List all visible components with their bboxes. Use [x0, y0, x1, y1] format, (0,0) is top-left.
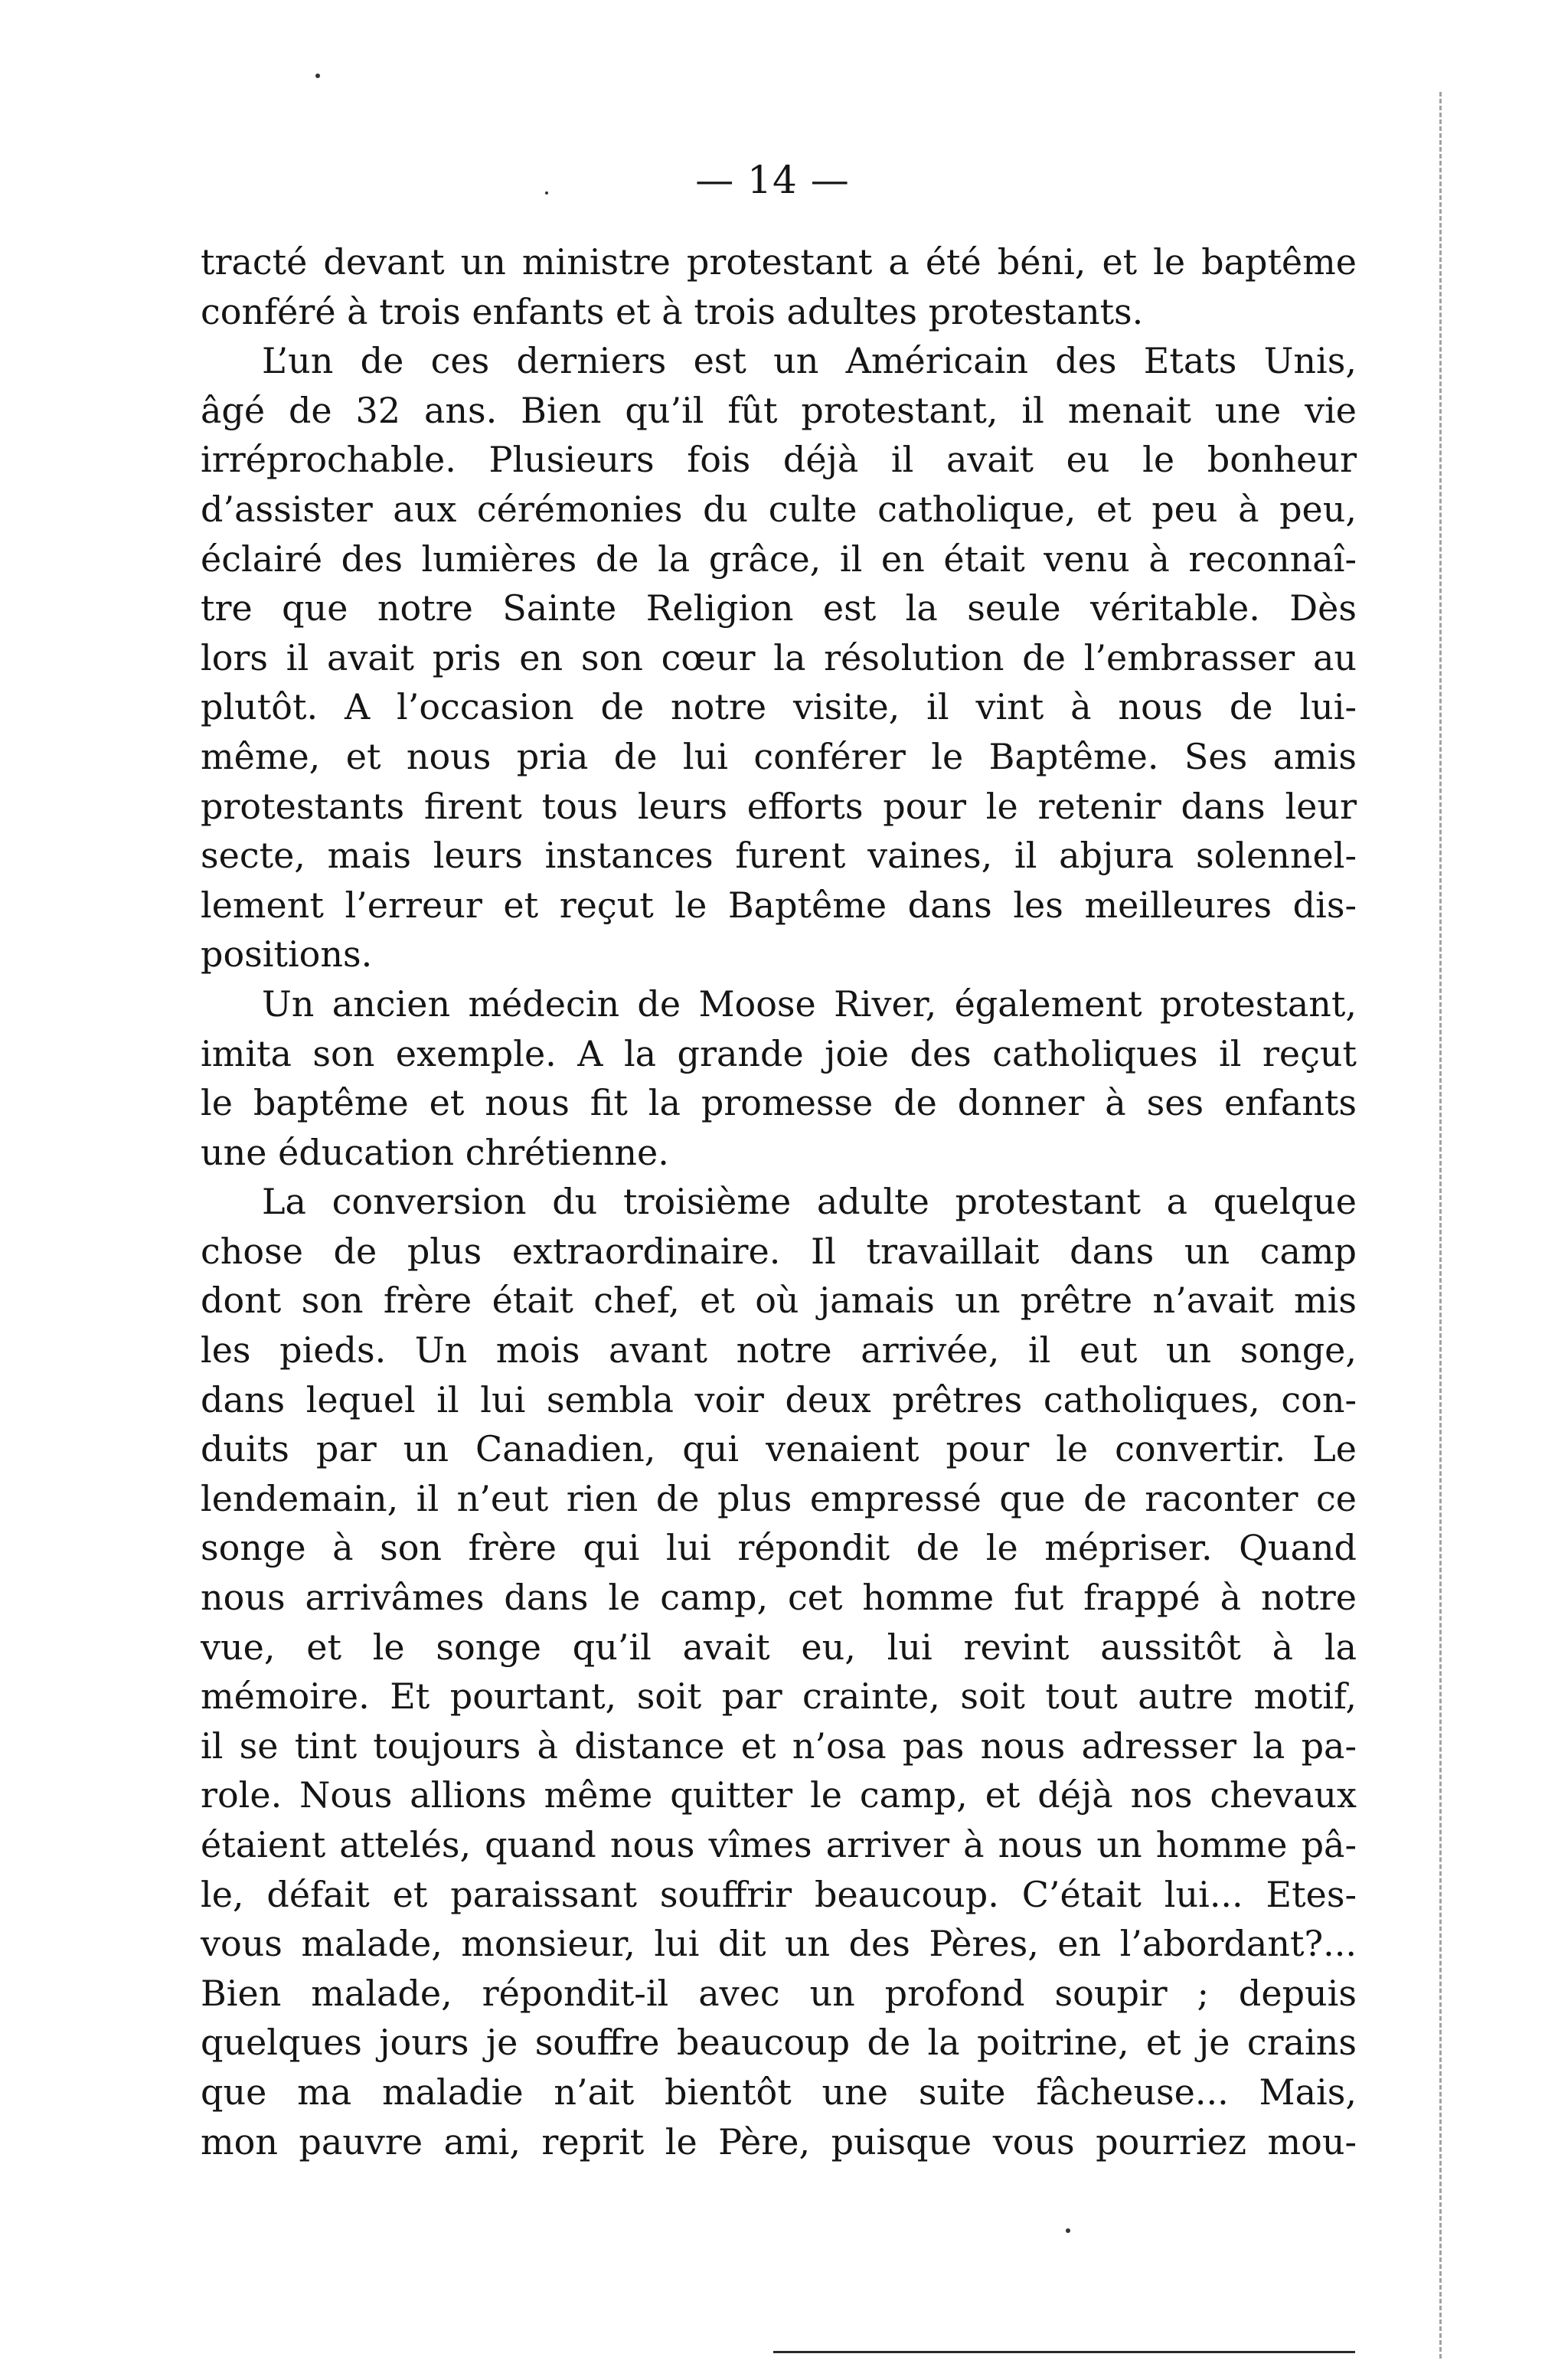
scan-speck — [315, 74, 320, 78]
text-line: chose de plus extraordinaire. Il travaillait dans un camp — [201, 1230, 1357, 1272]
text-line: tre que notre Sainte Religion est la seule véritable. Dès — [201, 587, 1357, 629]
text-line: d’assister aux cérémonies du culte catholique, et peu à peu, — [201, 488, 1357, 530]
text-line: protestants firent tous leurs efforts pour le retenir dans leur — [201, 785, 1357, 827]
text-line: irréprochable. Plusieurs fois déjà il avait eu le bonheur — [201, 439, 1357, 481]
text-line: secte, mais leurs instances furent vaines, il abjura solennel- — [201, 835, 1357, 877]
text-line: role. Nous allions même quitter le camp, et déjà nos chevaux — [201, 1774, 1357, 1816]
text-line: plutôt. A l’occasion de notre visite, il vint à nous de lui- — [201, 686, 1357, 728]
bottom-rule — [773, 2351, 1355, 2353]
text-line: conféré à trois enfants et à trois adultes protestants. — [201, 290, 1144, 332]
page-number: — 14 — — [695, 158, 850, 202]
text-line: La conversion du troisième adulte protestant a quelque — [262, 1181, 1357, 1223]
text-line: duits par un Canadien, qui venaient pour le convertir. Le — [201, 1428, 1357, 1470]
text-line: quelques jours je souffre beaucoup de la poitrine, et je crains — [201, 2022, 1357, 2064]
text-line: même, et nous pria de lui conférer le Baptême. Ses amis — [201, 735, 1357, 777]
page-edge-shadow — [1439, 92, 1448, 2359]
text-line: âgé de 32 ans. Bien qu’il fût protestant, il menait une vie — [201, 389, 1357, 431]
scan-speck — [1066, 2228, 1070, 2233]
text-line: lors il avait pris en son cœur la résolution de l’embrasser au — [201, 636, 1357, 678]
text-line: mémoire. Et pourtant, soit par crainte, soit tout autre motif, — [201, 1675, 1357, 1718]
text-line: vous malade, monsieur, lui dit un des Pères, en l’abordant?... — [201, 1923, 1357, 1965]
text-line: mon pauvre ami, reprit le Père, puisque vous pourriez mou- — [201, 2120, 1357, 2163]
scan-speck — [545, 191, 548, 195]
text-line: tracté devant un ministre protestant a été béni, et le baptême — [201, 241, 1357, 283]
text-line: nous arrivâmes dans le camp, cet homme fut frappé à notre — [201, 1577, 1357, 1619]
text-line: le baptême et nous fit la promesse de donner à ses enfants — [201, 1082, 1357, 1124]
text-line: une éducation chrétienne. — [201, 1131, 669, 1173]
text-line: dans lequel il lui sembla voir deux prêtres catholiques, con- — [201, 1378, 1357, 1420]
text-line: imita son exemple. A la grande joie des catholiques il reçut — [201, 1032, 1357, 1074]
text-line: il se tint toujours à distance et n’osa pas nous adresser la pa- — [201, 1725, 1357, 1767]
text-line: les pieds. Un mois avant notre arrivée, il eut un songe, — [201, 1329, 1357, 1371]
text-line: étaient attelés, quand nous vîmes arriver à nous un homme pâ- — [201, 1824, 1357, 1865]
text-line: positions. — [201, 933, 373, 976]
body-text — [201, 237, 1357, 2166]
text-line: songe à son frère qui lui répondit de le mépriser. Quand — [201, 1527, 1357, 1569]
text-line: que ma maladie n’ait bientôt une suite fâcheuse... Mais, — [201, 2071, 1357, 2113]
text-line: dont son frère était chef, et où jamais un prêtre n’avait mis — [201, 1280, 1357, 1322]
text-line: vue, et le songe qu’il avait eu, lui revint aussitôt à la — [201, 1626, 1357, 1668]
text-line: L’un de ces derniers est un Américain des Etats Unis, — [262, 340, 1357, 382]
text-line: Un ancien médecin de Moose River, également protestant, — [262, 982, 1357, 1025]
text-line: lendemain, il n’eut rien de plus empressé que de raconter ce — [201, 1477, 1357, 1519]
text-line: éclairé des lumières de la grâce, il en était venu à reconnaî- — [201, 538, 1357, 580]
text-line: Bien malade, répondit-il avec un profond soupir ; depuis — [201, 1972, 1357, 2014]
text-line: lement l’erreur et reçut le Baptême dans les meilleures dis- — [201, 884, 1357, 926]
text-line: le, défait et paraissant souffrir beaucoup. C’était lui... Etes- — [201, 1873, 1357, 1915]
